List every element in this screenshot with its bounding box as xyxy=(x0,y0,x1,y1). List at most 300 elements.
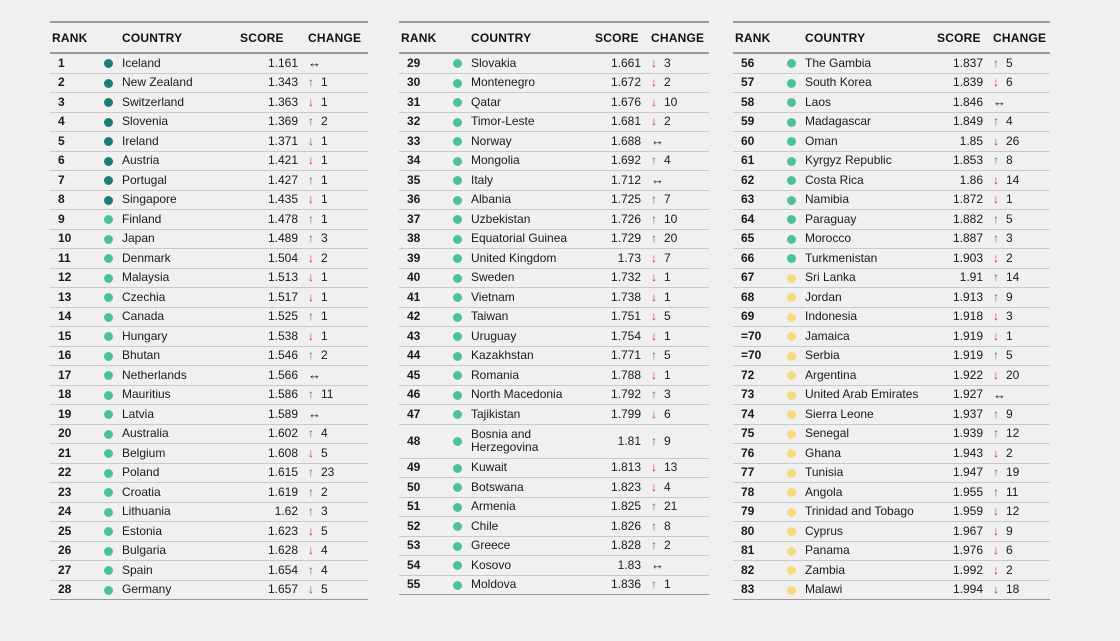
change-cell xyxy=(308,190,368,210)
change-value: 20 xyxy=(1006,367,1020,382)
table xyxy=(399,21,709,595)
country-cell: Belgium xyxy=(122,444,240,464)
rank-cell: 83 xyxy=(733,580,777,600)
table-row xyxy=(50,190,368,210)
change-cell xyxy=(308,171,368,191)
change-cell xyxy=(308,405,368,425)
change-cell xyxy=(993,151,1050,171)
status-dot-icon xyxy=(787,547,796,556)
arrow-up-icon: ↑ xyxy=(308,562,314,577)
indicator-cell xyxy=(777,53,805,73)
change-value: 2 xyxy=(664,75,671,90)
arrow-down-icon: ↓ xyxy=(308,289,314,304)
table-row xyxy=(50,210,368,230)
table-row xyxy=(399,268,709,288)
status-dot-icon xyxy=(104,469,113,478)
table-row xyxy=(50,229,368,249)
change-value: 6 xyxy=(1006,75,1013,90)
indicator-cell xyxy=(777,483,805,503)
table-row xyxy=(733,288,1050,308)
table-row xyxy=(733,580,1050,600)
change-cell xyxy=(308,288,368,308)
indicator-cell xyxy=(443,73,471,93)
status-dot-icon xyxy=(453,371,462,380)
table-row xyxy=(50,151,368,171)
change-value: 1 xyxy=(321,75,328,90)
arrow-up-icon: ↑ xyxy=(308,504,314,519)
status-dot-icon xyxy=(453,410,462,419)
indicator-cell xyxy=(443,307,471,327)
rank-cell: 57 xyxy=(733,73,777,93)
indicator-cell xyxy=(443,366,471,386)
indicator-cell xyxy=(777,132,805,152)
change-cell xyxy=(651,424,709,458)
rank-cell: 17 xyxy=(50,366,94,386)
change-cell xyxy=(993,327,1050,347)
country-cell: Timor-Leste xyxy=(471,112,595,132)
rank-header: RANK xyxy=(735,30,771,45)
change-cell xyxy=(308,327,368,347)
change-cell xyxy=(993,112,1050,132)
rank-cell: 66 xyxy=(733,249,777,269)
status-dot-icon xyxy=(453,118,462,127)
status-dot-icon xyxy=(787,196,796,205)
country-cell: Tunisia xyxy=(805,463,937,483)
country-cell: United Kingdom xyxy=(471,249,595,269)
status-dot-icon xyxy=(453,581,462,590)
rank-cell: 16 xyxy=(50,346,94,366)
score-cell: 1.504 xyxy=(240,249,308,269)
arrow-up-icon: ↑ xyxy=(993,484,999,499)
score-cell: 1.161 xyxy=(240,53,308,73)
change-value: 6 xyxy=(664,406,671,421)
arrow-both-icon: ↔ xyxy=(308,55,321,71)
country-cell: The Gambia xyxy=(805,53,937,73)
status-dot-icon xyxy=(453,391,462,400)
status-dot-icon xyxy=(104,391,113,400)
country-cell: Uruguay xyxy=(471,327,595,347)
change-value: 1 xyxy=(321,270,328,285)
indicator-cell xyxy=(777,288,805,308)
change-value: 1 xyxy=(321,289,328,304)
table xyxy=(50,21,368,600)
status-dot-icon xyxy=(453,157,462,166)
rank-cell: 76 xyxy=(733,444,777,464)
change-cell xyxy=(308,366,368,386)
country-cell: Ghana xyxy=(805,444,937,464)
score-cell: 1.853 xyxy=(937,151,993,171)
arrow-down-icon: ↓ xyxy=(308,582,314,597)
change-cell xyxy=(651,497,709,517)
arrow-down-icon: ↓ xyxy=(308,153,314,168)
change-cell xyxy=(993,288,1050,308)
indicator-cell xyxy=(443,405,471,425)
table-row xyxy=(50,561,368,581)
score-cell: 1.427 xyxy=(240,171,308,191)
change-cell xyxy=(651,73,709,93)
indicator-cell xyxy=(94,502,122,522)
change-cell xyxy=(993,171,1050,191)
change-cell xyxy=(651,517,709,537)
change-cell xyxy=(651,53,709,73)
status-dot-icon xyxy=(453,176,462,185)
arrow-down-icon: ↓ xyxy=(308,270,314,285)
score-cell: 1.676 xyxy=(595,93,651,113)
table-row xyxy=(733,502,1050,522)
score-cell: 1.994 xyxy=(937,580,993,600)
score-cell: 1.538 xyxy=(240,327,308,347)
country-cell: Norway xyxy=(471,132,595,152)
change-value: 5 xyxy=(321,523,328,538)
table-row xyxy=(399,288,709,308)
indicator-cell xyxy=(94,73,122,93)
table-row xyxy=(733,346,1050,366)
country-cell: Kuwait xyxy=(471,458,595,478)
country-cell: Kosovo xyxy=(471,556,595,576)
rank-cell: 41 xyxy=(399,288,443,308)
country-cell: Germany xyxy=(122,580,240,600)
country-cell: Laos xyxy=(805,93,937,113)
table-row xyxy=(733,73,1050,93)
status-dot-icon xyxy=(104,157,113,166)
score-cell: 1.939 xyxy=(937,424,993,444)
rank-cell: 49 xyxy=(399,458,443,478)
rank-cell: 45 xyxy=(399,366,443,386)
rank-cell: 30 xyxy=(399,73,443,93)
score-cell: 1.919 xyxy=(937,327,993,347)
score-cell: 1.489 xyxy=(240,229,308,249)
country-cell: Montenegro xyxy=(471,73,595,93)
rank-cell: 34 xyxy=(399,151,443,171)
status-dot-icon xyxy=(787,118,796,127)
score-cell: 1.754 xyxy=(595,327,651,347)
change-cell xyxy=(993,522,1050,542)
indicator-cell xyxy=(443,536,471,556)
table-row xyxy=(733,405,1050,425)
indicator-header xyxy=(777,22,805,53)
status-dot-icon xyxy=(453,59,462,68)
rank-cell: 55 xyxy=(399,575,443,595)
indicator-cell xyxy=(777,385,805,405)
indicator-cell xyxy=(443,132,471,152)
arrow-down-icon: ↓ xyxy=(308,192,314,207)
country-cell: Trinidad and Tobago xyxy=(805,502,937,522)
change-value: 3 xyxy=(664,55,671,70)
score-cell: 1.837 xyxy=(937,53,993,73)
change-cell xyxy=(993,132,1050,152)
indicator-cell xyxy=(94,327,122,347)
change-cell xyxy=(993,229,1050,249)
table-row xyxy=(733,151,1050,171)
change-value: 2 xyxy=(1006,562,1013,577)
status-dot-icon xyxy=(453,293,462,302)
change-value: 5 xyxy=(664,348,671,363)
arrow-down-icon: ↓ xyxy=(651,460,657,475)
rank-cell: 26 xyxy=(50,541,94,561)
table-row xyxy=(50,541,368,561)
rank-cell: 46 xyxy=(399,385,443,405)
score-cell: 1.927 xyxy=(937,385,993,405)
rank-cell: =70 xyxy=(733,327,777,347)
score-cell: 1.943 xyxy=(937,444,993,464)
score-cell: 1.85 xyxy=(937,132,993,152)
indicator-cell xyxy=(777,229,805,249)
arrow-down-icon: ↓ xyxy=(651,309,657,324)
table-row xyxy=(50,249,368,269)
status-dot-icon xyxy=(453,464,462,473)
country-cell: Ireland xyxy=(122,132,240,152)
score-cell: 1.608 xyxy=(240,444,308,464)
score-cell: 1.826 xyxy=(595,517,651,537)
change-cell xyxy=(993,444,1050,464)
change-cell xyxy=(993,307,1050,327)
rank-cell: 38 xyxy=(399,229,443,249)
score-cell: 1.799 xyxy=(595,405,651,425)
score-cell: 1.81 xyxy=(595,424,651,458)
change-value: 5 xyxy=(321,445,328,460)
indicator-header xyxy=(443,22,471,53)
change-value: 5 xyxy=(664,309,671,324)
change-value: 1 xyxy=(664,289,671,304)
score-cell: 1.729 xyxy=(595,229,651,249)
country-cell: Sri Lanka xyxy=(805,268,937,288)
country-cell: Qatar xyxy=(471,93,595,113)
table-row xyxy=(733,327,1050,347)
arrow-up-icon: ↑ xyxy=(993,426,999,441)
country-cell: Tajikistan xyxy=(471,405,595,425)
country-cell: New Zealand xyxy=(122,73,240,93)
arrow-down-icon: ↓ xyxy=(993,133,999,148)
country-cell: Uzbekistan xyxy=(471,210,595,230)
score-cell: 1.546 xyxy=(240,346,308,366)
score-cell: 1.976 xyxy=(937,541,993,561)
country-header: COUNTRY xyxy=(805,30,866,45)
arrow-down-icon: ↓ xyxy=(993,75,999,90)
indicator-cell xyxy=(777,405,805,425)
country-header: COUNTRY xyxy=(122,30,183,45)
table-row xyxy=(50,53,368,73)
rank-cell: 75 xyxy=(733,424,777,444)
table-row xyxy=(733,112,1050,132)
table-body xyxy=(50,53,368,600)
indicator-cell xyxy=(443,346,471,366)
status-dot-icon xyxy=(453,522,462,531)
status-dot-icon xyxy=(104,313,113,322)
arrow-down-icon: ↓ xyxy=(308,250,314,265)
change-value: 12 xyxy=(1006,426,1020,441)
status-dot-icon xyxy=(453,503,462,512)
rank-cell: 18 xyxy=(50,385,94,405)
change-cell xyxy=(651,405,709,425)
rank-cell: 63 xyxy=(733,190,777,210)
indicator-cell xyxy=(777,424,805,444)
rank-cell: 15 xyxy=(50,327,94,347)
change-cell xyxy=(308,522,368,542)
status-dot-icon xyxy=(104,547,113,556)
arrow-up-icon: ↑ xyxy=(651,433,657,448)
table-row xyxy=(733,307,1050,327)
change-value: 14 xyxy=(1006,270,1020,285)
change-cell xyxy=(308,385,368,405)
status-dot-icon xyxy=(104,235,113,244)
indicator-cell xyxy=(94,93,122,113)
change-cell xyxy=(651,556,709,576)
change-cell xyxy=(993,580,1050,600)
country-cell: North Macedonia xyxy=(471,385,595,405)
rank-cell: 42 xyxy=(399,307,443,327)
arrow-down-icon: ↓ xyxy=(993,328,999,343)
change-cell xyxy=(993,405,1050,425)
table-row xyxy=(399,424,709,458)
table-row xyxy=(733,483,1050,503)
table-row xyxy=(50,268,368,288)
change-cell xyxy=(993,93,1050,113)
arrow-down-icon: ↓ xyxy=(993,309,999,324)
table-row xyxy=(50,444,368,464)
table-row xyxy=(399,112,709,132)
status-dot-icon xyxy=(787,274,796,283)
arrow-up-icon: ↑ xyxy=(651,192,657,207)
country-cell: Sierra Leone xyxy=(805,405,937,425)
table-row xyxy=(399,53,709,73)
change-cell xyxy=(308,53,368,73)
country-cell: Mauritius xyxy=(122,385,240,405)
country-cell: Moldova xyxy=(471,575,595,595)
country-cell: Denmark xyxy=(122,249,240,269)
change-cell xyxy=(993,268,1050,288)
change-cell xyxy=(651,327,709,347)
country-cell: Singapore xyxy=(122,190,240,210)
indicator-cell xyxy=(777,307,805,327)
arrow-up-icon: ↑ xyxy=(308,426,314,441)
score-cell: 1.73 xyxy=(595,249,651,269)
table-row xyxy=(50,463,368,483)
indicator-cell xyxy=(777,541,805,561)
rank-cell: 7 xyxy=(50,171,94,191)
change-value: 4 xyxy=(321,426,328,441)
score-cell: 1.846 xyxy=(937,93,993,113)
rank-cell: 74 xyxy=(733,405,777,425)
arrow-up-icon: ↑ xyxy=(308,465,314,480)
status-dot-icon xyxy=(104,118,113,127)
indicator-cell xyxy=(443,327,471,347)
table-row xyxy=(733,132,1050,152)
change-value: 3 xyxy=(321,504,328,519)
indicator-cell xyxy=(777,502,805,522)
change-value: 18 xyxy=(1006,582,1020,597)
status-dot-icon xyxy=(104,332,113,341)
rank-cell: 43 xyxy=(399,327,443,347)
change-value: 5 xyxy=(1006,55,1013,70)
score-cell: 1.712 xyxy=(595,171,651,191)
score-cell: 1.657 xyxy=(240,580,308,600)
status-dot-icon xyxy=(104,176,113,185)
indicator-cell xyxy=(443,112,471,132)
table-row xyxy=(399,575,709,595)
change-value: 1 xyxy=(664,328,671,343)
score-cell: 1.615 xyxy=(240,463,308,483)
change-cell xyxy=(651,288,709,308)
change-cell xyxy=(993,346,1050,366)
table-row xyxy=(733,541,1050,561)
change-cell xyxy=(993,561,1050,581)
country-cell: Kazakhstan xyxy=(471,346,595,366)
rank-cell: 58 xyxy=(733,93,777,113)
change-cell xyxy=(993,424,1050,444)
change-value: 1 xyxy=(321,133,328,148)
change-value: 20 xyxy=(664,231,678,246)
arrow-down-icon: ↓ xyxy=(993,445,999,460)
country-cell: Malaysia xyxy=(122,268,240,288)
change-value: 2 xyxy=(664,538,671,553)
indicator-cell xyxy=(94,580,122,600)
status-dot-icon xyxy=(787,566,796,575)
status-dot-icon xyxy=(104,430,113,439)
arrow-up-icon: ↑ xyxy=(993,153,999,168)
change-value: 5 xyxy=(321,582,328,597)
country-cell: Portugal xyxy=(122,171,240,191)
change-cell xyxy=(993,366,1050,386)
rank-header: RANK xyxy=(52,30,88,45)
score-cell: 1.566 xyxy=(240,366,308,386)
change-value: 11 xyxy=(1006,484,1019,499)
change-value: 5 xyxy=(1006,211,1013,226)
rank-cell: 54 xyxy=(399,556,443,576)
change-cell xyxy=(308,229,368,249)
arrow-up-icon: ↑ xyxy=(308,309,314,324)
arrow-up-icon: ↑ xyxy=(651,153,657,168)
country-cell: Iceland xyxy=(122,53,240,73)
change-cell xyxy=(651,190,709,210)
indicator-cell xyxy=(443,190,471,210)
table-row xyxy=(50,580,368,600)
score-cell: 1.525 xyxy=(240,307,308,327)
status-dot-icon xyxy=(453,561,462,570)
header-row xyxy=(50,22,368,53)
country-header: COUNTRY xyxy=(471,30,532,45)
change-cell xyxy=(651,112,709,132)
rank-cell: 77 xyxy=(733,463,777,483)
indicator-cell xyxy=(443,497,471,517)
score-cell: 1.688 xyxy=(595,132,651,152)
table-row xyxy=(399,229,709,249)
rank-cell: 8 xyxy=(50,190,94,210)
indicator-cell xyxy=(777,522,805,542)
indicator-cell xyxy=(443,249,471,269)
country-cell: Morocco xyxy=(805,229,937,249)
table-row xyxy=(50,112,368,132)
score-cell: 1.959 xyxy=(937,502,993,522)
change-cell xyxy=(651,268,709,288)
rank-header: RANK xyxy=(401,30,437,45)
status-dot-icon xyxy=(453,483,462,492)
country-cell: South Korea xyxy=(805,73,937,93)
arrow-up-icon: ↑ xyxy=(993,348,999,363)
status-dot-icon xyxy=(104,508,113,517)
table-row xyxy=(733,190,1050,210)
status-dot-icon xyxy=(104,352,113,361)
score-cell: 1.967 xyxy=(937,522,993,542)
score-cell: 1.371 xyxy=(240,132,308,152)
rank-cell: 37 xyxy=(399,210,443,230)
country-cell: Panama xyxy=(805,541,937,561)
rank-cell: 35 xyxy=(399,171,443,191)
indicator-cell xyxy=(777,112,805,132)
arrow-up-icon: ↑ xyxy=(308,172,314,187)
arrow-up-icon: ↑ xyxy=(993,465,999,480)
table-row xyxy=(399,366,709,386)
country-cell: Spain xyxy=(122,561,240,581)
